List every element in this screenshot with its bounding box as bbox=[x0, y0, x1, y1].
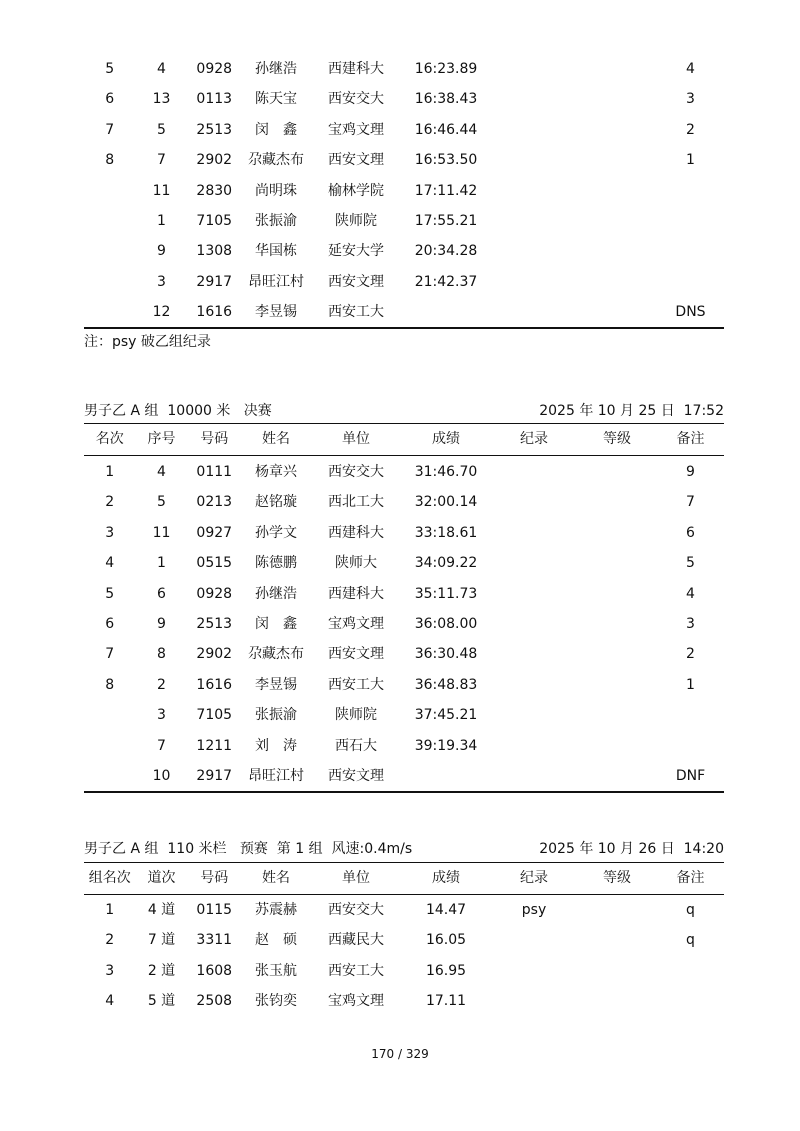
cell-order: 9 bbox=[157, 243, 166, 260]
table-row bbox=[84, 54, 724, 84]
header-cell: 等级 bbox=[603, 870, 631, 887]
cell-bib: 1616 bbox=[196, 676, 233, 693]
cell-bib: 2508 bbox=[196, 993, 233, 1010]
cell-note: DNF bbox=[675, 767, 706, 784]
table-body bbox=[84, 895, 724, 1017]
cell-name: 赵铭璇 bbox=[255, 494, 297, 511]
cell-bib: 1211 bbox=[196, 737, 233, 754]
cell-rank: 7 bbox=[105, 646, 115, 663]
cell-result: 20:34.28 bbox=[414, 243, 478, 260]
cell-rank: 3 bbox=[105, 962, 115, 979]
header-cell: 组名次 bbox=[88, 870, 131, 887]
table-row bbox=[84, 956, 724, 986]
cell-bib: 2917 bbox=[196, 273, 233, 290]
cell-bib: 0113 bbox=[196, 91, 233, 108]
cell-rank: 5 bbox=[105, 60, 115, 77]
cell-unit: 宝鸡文理 bbox=[328, 615, 384, 632]
cell-result: 17:11.42 bbox=[414, 182, 478, 199]
cell-unit: 西安文理 bbox=[328, 646, 384, 663]
table-row bbox=[84, 518, 724, 548]
cell-order: 4 bbox=[157, 60, 166, 77]
cell-bib: 0115 bbox=[196, 901, 233, 918]
cell-order: 2 bbox=[157, 676, 166, 693]
cell-name: 尚明珠 bbox=[255, 182, 297, 199]
cell-name: 李昱锡 bbox=[255, 304, 297, 321]
table-row bbox=[84, 175, 724, 205]
cell-result: 17.11 bbox=[425, 993, 467, 1010]
header-cell: 姓名 bbox=[262, 870, 290, 887]
cell-rank: 6 bbox=[105, 615, 115, 632]
cell-bib: 2917 bbox=[196, 767, 233, 784]
cell-order: 4 道 bbox=[147, 901, 176, 918]
header-cell: 等级 bbox=[603, 431, 631, 448]
cell-note: 3 bbox=[686, 91, 695, 108]
event-datetime: 2025 年 10 月 25 日 17:52 bbox=[539, 403, 724, 419]
table-row bbox=[84, 457, 724, 487]
table-row bbox=[84, 145, 724, 175]
cell-unit: 宝鸡文理 bbox=[328, 121, 384, 138]
table-row bbox=[84, 206, 724, 236]
cell-bib: 3311 bbox=[196, 932, 233, 949]
table-row bbox=[84, 925, 724, 955]
cell-note: 4 bbox=[686, 60, 695, 77]
cell-bib: 2830 bbox=[196, 182, 233, 199]
cell-bib: 1608 bbox=[196, 962, 233, 979]
table-header bbox=[84, 424, 724, 456]
cell-order: 10 bbox=[152, 767, 171, 784]
cell-unit: 西安文理 bbox=[328, 273, 384, 290]
table-row bbox=[84, 609, 724, 639]
cell-unit: 西安文理 bbox=[328, 152, 384, 169]
table-row bbox=[84, 115, 724, 145]
cell-name: 华国栋 bbox=[255, 243, 297, 260]
cell-rank: 8 bbox=[105, 152, 115, 169]
cell-unit: 西安交大 bbox=[328, 463, 384, 480]
cell-bib: 2902 bbox=[196, 646, 233, 663]
cell-order: 13 bbox=[152, 91, 171, 108]
cell-bib: 0928 bbox=[196, 60, 233, 77]
event-heading-110mh-heat1 bbox=[84, 840, 724, 858]
cell-name: 张振渝 bbox=[255, 212, 297, 229]
cell-name: 孙继浩 bbox=[255, 60, 297, 77]
cell-bib: 0111 bbox=[196, 463, 233, 480]
table-row bbox=[84, 986, 724, 1016]
cell-result: 33:18.61 bbox=[414, 524, 478, 541]
table-row bbox=[84, 670, 724, 700]
header-cell: 成绩 bbox=[432, 431, 460, 448]
event-datetime: 2025 年 10 月 26 日 14:20 bbox=[539, 841, 724, 857]
cell-record: psy bbox=[521, 901, 547, 918]
header-cell: 成绩 bbox=[432, 870, 460, 887]
results-table-continued bbox=[84, 54, 724, 330]
cell-rank: 1 bbox=[105, 901, 115, 918]
cell-result: 39:19.34 bbox=[414, 737, 478, 754]
cell-result: 21:42.37 bbox=[414, 273, 478, 290]
cell-order: 9 bbox=[157, 615, 166, 632]
cell-name: 张钧奕 bbox=[255, 993, 297, 1010]
cell-rank: 5 bbox=[105, 585, 115, 602]
table-row bbox=[84, 267, 724, 297]
cell-name: 孙学文 bbox=[255, 524, 297, 541]
record-note: 注：psy 破乙组纪录 bbox=[84, 334, 211, 350]
cell-bib: 2513 bbox=[196, 615, 233, 632]
cell-unit: 西安工大 bbox=[328, 962, 384, 979]
cell-note: DNS bbox=[675, 304, 706, 321]
cell-rank: 4 bbox=[105, 993, 115, 1010]
cell-bib: 1616 bbox=[196, 304, 233, 321]
cell-note: q bbox=[686, 901, 695, 918]
cell-order: 8 bbox=[157, 646, 166, 663]
cell-order: 2 道 bbox=[147, 962, 176, 979]
cell-name: 陈天宝 bbox=[255, 91, 297, 108]
cell-order: 12 bbox=[152, 304, 171, 321]
cell-name: 赵 硕 bbox=[255, 932, 297, 949]
cell-result: 16:46.44 bbox=[414, 121, 478, 138]
table-row bbox=[84, 487, 724, 517]
cell-rank: 3 bbox=[105, 524, 115, 541]
cell-name: 张玉航 bbox=[255, 962, 297, 979]
header-cell: 单位 bbox=[342, 870, 370, 887]
table-row bbox=[84, 895, 724, 925]
table-row bbox=[84, 297, 724, 327]
table-body bbox=[84, 54, 724, 328]
cell-note: 2 bbox=[686, 646, 695, 663]
header-cell: 道次 bbox=[147, 870, 176, 887]
cell-bib: 2513 bbox=[196, 121, 233, 138]
cell-note: 1 bbox=[686, 152, 695, 169]
table-header bbox=[84, 863, 724, 895]
cell-unit: 西建科大 bbox=[328, 524, 384, 541]
cell-name: 昂旺江村 bbox=[248, 273, 304, 290]
cell-rank: 4 bbox=[105, 555, 115, 572]
cell-result: 16:23.89 bbox=[414, 60, 478, 77]
cell-result: 37:45.21 bbox=[414, 707, 478, 724]
table-row bbox=[84, 761, 724, 791]
cell-name: 李昱锡 bbox=[255, 676, 297, 693]
header-cell: 名次 bbox=[95, 431, 124, 448]
cell-unit: 西安交大 bbox=[328, 91, 384, 108]
cell-name: 杨章兴 bbox=[255, 463, 297, 480]
cell-note: 7 bbox=[686, 494, 695, 511]
cell-bib: 2902 bbox=[196, 152, 233, 169]
cell-rank: 7 bbox=[105, 121, 115, 138]
cell-name: 苏震赫 bbox=[255, 901, 297, 918]
cell-result: 16:53.50 bbox=[414, 152, 478, 169]
cell-result: 35:11.73 bbox=[414, 585, 478, 602]
cell-unit: 延安大学 bbox=[328, 243, 384, 260]
cell-rank: 2 bbox=[105, 494, 115, 511]
table-row bbox=[84, 639, 724, 669]
cell-unit: 宝鸡文理 bbox=[328, 993, 384, 1010]
cell-unit: 西安文理 bbox=[328, 767, 384, 784]
cell-unit: 西安工大 bbox=[328, 676, 384, 693]
cell-note: 4 bbox=[686, 585, 695, 602]
cell-result: 36:08.00 bbox=[414, 615, 478, 632]
cell-note: 3 bbox=[686, 615, 695, 632]
cell-unit: 陕师大 bbox=[335, 555, 377, 572]
header-cell: 号码 bbox=[200, 431, 229, 448]
cell-bib: 0515 bbox=[196, 555, 233, 572]
cell-result: 16.05 bbox=[425, 932, 467, 949]
results-table-110mh-heat1 bbox=[84, 862, 724, 1016]
cell-name: 刘 涛 bbox=[255, 737, 297, 754]
table-row bbox=[84, 236, 724, 266]
cell-order: 7 bbox=[157, 737, 166, 754]
cell-order: 4 bbox=[157, 463, 166, 480]
cell-note: q bbox=[686, 932, 695, 949]
cell-order: 5 bbox=[157, 121, 166, 138]
header-cell: 序号 bbox=[147, 431, 176, 448]
page-number: 170 / 329 bbox=[371, 1047, 429, 1061]
header-cell: 纪录 bbox=[520, 431, 548, 448]
cell-order: 11 bbox=[152, 182, 171, 199]
cell-bib: 7105 bbox=[196, 707, 233, 724]
cell-result: 36:48.83 bbox=[414, 676, 478, 693]
table-body bbox=[84, 456, 724, 792]
cell-result: 17:55.21 bbox=[414, 212, 478, 229]
table-row bbox=[84, 548, 724, 578]
cell-unit: 西安交大 bbox=[328, 901, 384, 918]
cell-unit: 西建科大 bbox=[328, 60, 384, 77]
cell-name: 闵 鑫 bbox=[255, 121, 297, 138]
cell-rank: 1 bbox=[105, 463, 115, 480]
cell-result: 14.47 bbox=[425, 901, 467, 918]
cell-name: 尕藏杰布 bbox=[248, 646, 304, 663]
cell-unit: 陕师院 bbox=[335, 212, 377, 229]
cell-result: 16.95 bbox=[425, 962, 467, 979]
table-row bbox=[84, 700, 724, 730]
cell-order: 7 道 bbox=[147, 932, 176, 949]
header-cell: 备注 bbox=[676, 431, 705, 448]
cell-name: 昂旺江村 bbox=[248, 767, 304, 784]
cell-order: 5 道 bbox=[147, 993, 176, 1010]
cell-name: 闵 鑫 bbox=[255, 615, 297, 632]
cell-name: 尕藏杰布 bbox=[248, 152, 304, 169]
cell-unit: 西石大 bbox=[335, 737, 377, 754]
cell-order: 7 bbox=[157, 152, 166, 169]
header-cell: 纪录 bbox=[520, 870, 548, 887]
cell-note: 1 bbox=[686, 676, 695, 693]
cell-result: 34:09.22 bbox=[414, 555, 478, 572]
table-row bbox=[84, 730, 724, 760]
event-title: 男子乙 A 组 110 米栏 预赛 第 1 组 风速:0.4m/s bbox=[84, 841, 413, 857]
cell-order: 1 bbox=[157, 212, 166, 229]
cell-note: 2 bbox=[686, 121, 695, 138]
cell-order: 5 bbox=[157, 494, 166, 511]
header-cell: 备注 bbox=[676, 870, 705, 887]
header-cell: 姓名 bbox=[262, 431, 290, 448]
cell-rank: 6 bbox=[105, 91, 115, 108]
table-row bbox=[84, 84, 724, 114]
cell-bib: 7105 bbox=[196, 212, 233, 229]
cell-note: 5 bbox=[686, 555, 695, 572]
cell-order: 6 bbox=[157, 585, 166, 602]
cell-name: 孙继浩 bbox=[255, 585, 297, 602]
table-row bbox=[84, 578, 724, 608]
cell-result: 32:00.14 bbox=[414, 494, 478, 511]
cell-name: 陈德鹏 bbox=[255, 555, 297, 572]
cell-note: 9 bbox=[686, 463, 695, 480]
cell-result: 36:30.48 bbox=[414, 646, 478, 663]
cell-bib: 1308 bbox=[196, 243, 233, 260]
header-cell: 号码 bbox=[200, 870, 229, 887]
event-title: 男子乙 A 组 10000 米 决赛 bbox=[84, 403, 272, 419]
cell-unit: 西安工大 bbox=[328, 304, 384, 321]
cell-bib: 0927 bbox=[196, 524, 233, 541]
cell-rank: 2 bbox=[105, 932, 115, 949]
cell-order: 11 bbox=[152, 524, 171, 541]
event-heading-10000m-final bbox=[84, 402, 724, 420]
cell-bib: 0213 bbox=[196, 494, 233, 511]
header-cell: 单位 bbox=[342, 431, 370, 448]
cell-unit: 陕师院 bbox=[335, 707, 377, 724]
cell-unit: 榆林学院 bbox=[328, 182, 384, 199]
cell-order: 1 bbox=[157, 555, 166, 572]
cell-order: 3 bbox=[157, 707, 166, 724]
cell-bib: 0928 bbox=[196, 585, 233, 602]
cell-unit: 西藏民大 bbox=[328, 932, 384, 949]
cell-order: 3 bbox=[157, 273, 166, 290]
cell-rank: 8 bbox=[105, 676, 115, 693]
cell-name: 张振渝 bbox=[255, 707, 297, 724]
results-table-10000m-final bbox=[84, 423, 724, 793]
cell-result: 31:46.70 bbox=[414, 463, 478, 480]
cell-result: 16:38.43 bbox=[414, 91, 478, 108]
cell-unit: 西建科大 bbox=[328, 585, 384, 602]
cell-unit: 西北工大 bbox=[328, 494, 384, 511]
cell-note: 6 bbox=[686, 524, 695, 541]
